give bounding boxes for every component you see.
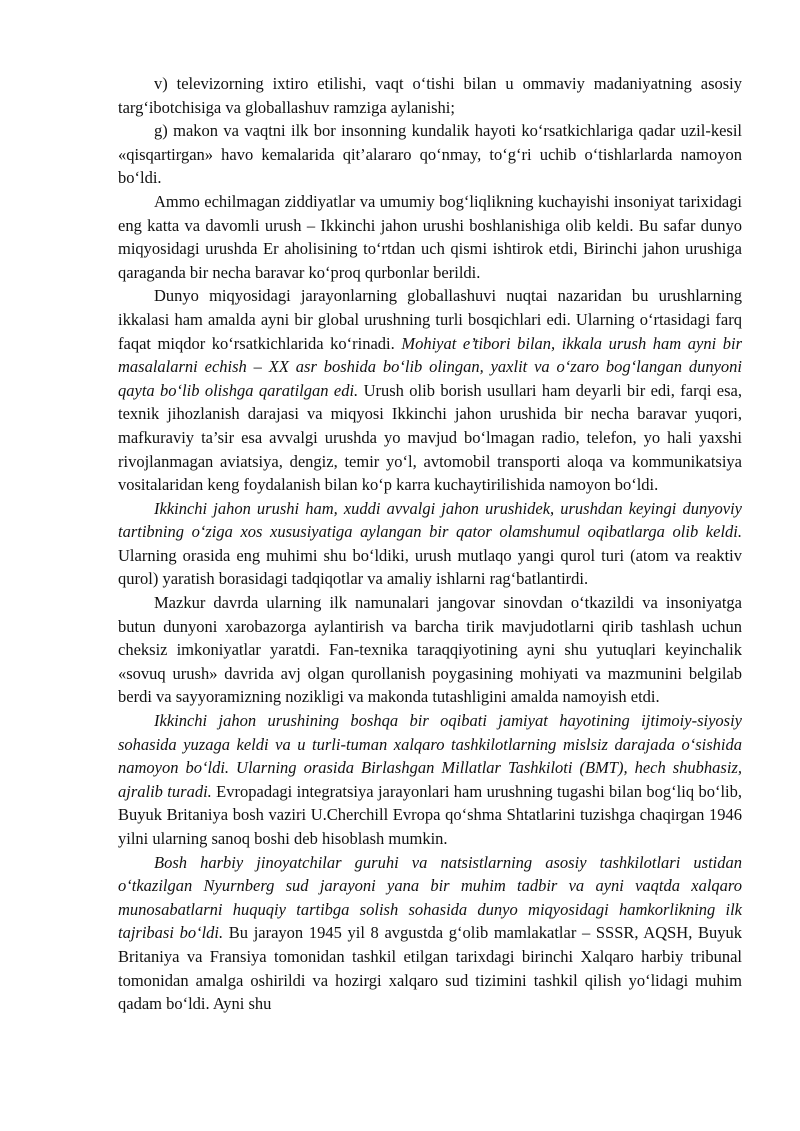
paragraph-1 [118, 72, 742, 119]
text-run: Mazkur davrda ularning ilk namunalari jangovar sinovdan o‘tkazildi va insoniyatga butun dunyoni xarobazorga aylantirish va barcha tirik mavjudotlarni qirib tashlash uchun cheksiz imkoniyatlar yaratdi. Fan-texnika taraqqiyotining ayni shu yutuqlari keyinchalik «sovuq urush» davrida avj olgan qurollanish poygasining mohiyati va mazmunini belgilab berdi va sayyoramizning nozikligi va makonda tutashligini amalda namoyish etdi. [118, 593, 742, 707]
italic-text-run: Ikkinchi jahon urushi ham, xuddi avvalgi jahon urushidek, urushdan keyingi dunyoviy tartibning o‘ziga xos xususiyatiga aylangan bir qator olamshumul oqibatlarga olib keldi. [118, 498, 742, 542]
text-run: Ammo echilmagan ziddiyatlar va umumiy bog‘liqlikning kuchayishi insoniyat tarixidagi eng katta va davomli urush – Ikkinchi jahon urushi boshlanishiga olib keldi. Bu safar dunyo miqyosidagi urushda Er aholisining to‘rtdan uch qismi ishtirok etdi, Birinchi jahon urushiga qaraganda bir necha baravar ko‘proq qurbonlar berildi. [118, 191, 742, 282]
text-run: v) televizorning ixtiro etilishi, vaqt o‘tishi bilan u ommaviy madaniyatning asosiy targ‘ibotchisiga va globallashuv ramziga aylanishi; [118, 74, 742, 117]
paragraph-7 [118, 709, 742, 851]
text-run: Urush olib borish usullari ham deyarli bir edi, farqi esa, texnik jihozlanish darajasi va miqyosi Ikkinchi jahon urushida bir necha baravar yuqori, mafkuraviy ta’sir esa avvalgi urushda yo mavjud bo‘lmagan radio, telefon, yo hali yaxshi rivojlanmagan aviatsiya, dengiz, temir yo‘l, avtomobil transporti aloqa va kommunikatsiya vositalaridan keng foydalanish bilan ko‘p karra kuchaytirilishida namoyon bo‘ldi. [118, 380, 742, 495]
text-run: Dunyo miqyosidagi jarayonlarning globallashuvi nuqtai nazaridan bu urushlarning ikkalasi ham amalda ayni bir global urushning turli bosqichlari edi. Ularning o‘rtasidagi farq faqat miqdor ko‘rsatkichlarida ko‘rinadi. [118, 286, 742, 353]
paragraph-6 [118, 591, 742, 709]
text-run: Bu jarayon 1945 yil 8 avgustda g‘olib mamlakatlar – SSSR, AQSH, Buyuk Britaniya va Fransiya tomonidan tashkil etilgan tarixdagi birinchi Xalqaro harbiy tribunal tomonidan amalga oshirildi va hozirgi xalqaro sud tizimini tashkil qilish yo‘lidagi muhim qadam bo‘ldi. Ayni shu [118, 923, 742, 1014]
italic-text-run: Ikkinchi jahon urushining boshqa bir oqibati jamiyat hayotining ijtimoiy-siyosiy sohasida yuzaga keldi va u turli-tuman xalqaro tashkilotlarning mislsiz darajada o‘sishida namoyon bo‘ldi. Ularning orasida Birlashgan Millatlar Tashkiloti (BMT), hech shubhasiz, ajralib turadi. [118, 711, 742, 801]
paragraph-5 [118, 497, 742, 591]
document-page [118, 72, 742, 1016]
italic-text-run: Bosh harbiy jinoyatchilar guruhi va natsistlarning asosiy tashkilotlari ustidan o‘tkazilgan Nyurnberg sud jarayoni yana bir muhim tadbir va ayni vaqtda xalqaro munosabatlarni huquqiy tartibga solish sohasida dunyo miqyosidagi hamkorlikning ilk tajribasi bo‘ldi. [118, 852, 742, 943]
paragraph-4 [118, 284, 742, 496]
italic-text-run: Mohiyat e’tibori bilan, ikkala urush ham ayni bir masalalarni echish – XX asr boshida bo‘lib olingan, yaxlit va o‘zaro bog‘langan dunyoni qayta bo‘lib olishga qaratilgan edi. [118, 333, 743, 400]
text-run: Ularning orasida eng muhimi shu bo‘ldiki, urush mutlaqo yangi qurol turi (atom va reaktiv qurol) yaratish borasidagi tadqiqotlar va amaliy ishlarni rag‘batlantirdi. [118, 545, 742, 589]
paragraph-3 [118, 190, 742, 284]
paragraph-8 [118, 851, 742, 1016]
text-run: g) makon va vaqtni ilk bor insonning kundalik hayoti ko‘rsatkichlariga qadar uzil-kesil «qisqartirgan» havo kemalarida qit’alararo qo‘nmay, to‘g‘ri uchib o‘tishlarlarda namoyon bo‘ldi. [118, 121, 742, 188]
text-run: Evropadagi integratsiya jarayonlari ham urushning tugashi bilan bog‘liq bo‘lib, Buyuk Britaniya bosh vaziri U.Cherchill Evropa qo‘shma Shtatlarini tuzishga chaqirgan 1946 yilni ularning sanoq boshi deb hisoblash mumkin. [118, 781, 742, 848]
paragraph-2 [118, 119, 742, 190]
